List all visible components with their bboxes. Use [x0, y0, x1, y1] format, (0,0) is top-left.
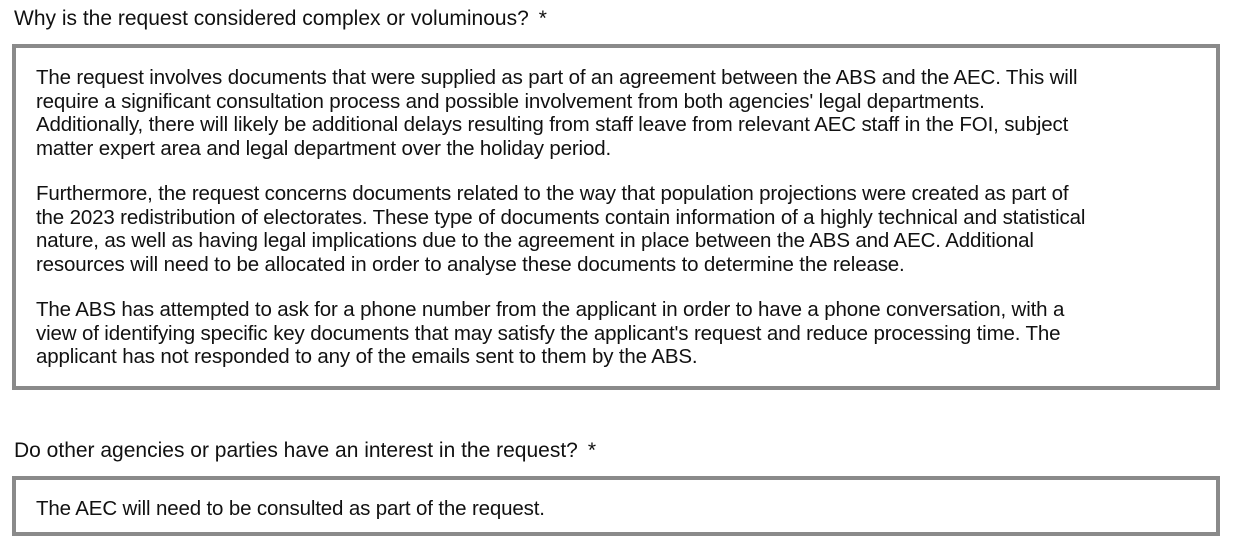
- answer-paragraph: The request involves documents that were supplied as part of an agreement between the ABS and the AEC. This will require a significant consultation process and possible involvement from both agencies' legal departments. Additionally, there will likely be additional delays resulting from staff leave from relevant AEC staff in the FOI, subject matter expert area and legal department over the holiday period.: [36, 66, 1078, 160]
- answer-paragraph: The AEC will need to be consulted as part of the request.: [36, 497, 545, 520]
- question-other-agencies-label: [14, 439, 596, 463]
- question-text: Why is the request considered complex or voluminous?: [14, 7, 529, 30]
- answer-paragraph: The ABS has attempted to ask for a phone number from the applicant in order to have a phone conversation, with a view of identifying specific key documents that may satisfy the applicant's request and reduce processing time. The applicant has not responded to any of the emails sent to them by the ABS.: [36, 298, 1065, 368]
- required-marker: *: [587, 439, 597, 462]
- answer-other-agencies-field[interactable]: [12, 476, 1220, 536]
- answer-complex-voluminous-field[interactable]: [12, 44, 1220, 390]
- question-text: Do other agencies or parties have an interest in the request?: [14, 439, 578, 462]
- answer-paragraph: Furthermore, the request concerns documents related to the way that population projections were created as part of the 2023 redistribution of electorates. These type of documents contain information of a highly technical and statistical nature, as well as having legal implications due to the agreement in place between the ABS and AEC. Additional resources will need to be allocated in order to analyse these documents to determine the release.: [36, 182, 1086, 276]
- required-marker: *: [538, 7, 547, 30]
- question-complex-voluminous-label: [14, 7, 547, 31]
